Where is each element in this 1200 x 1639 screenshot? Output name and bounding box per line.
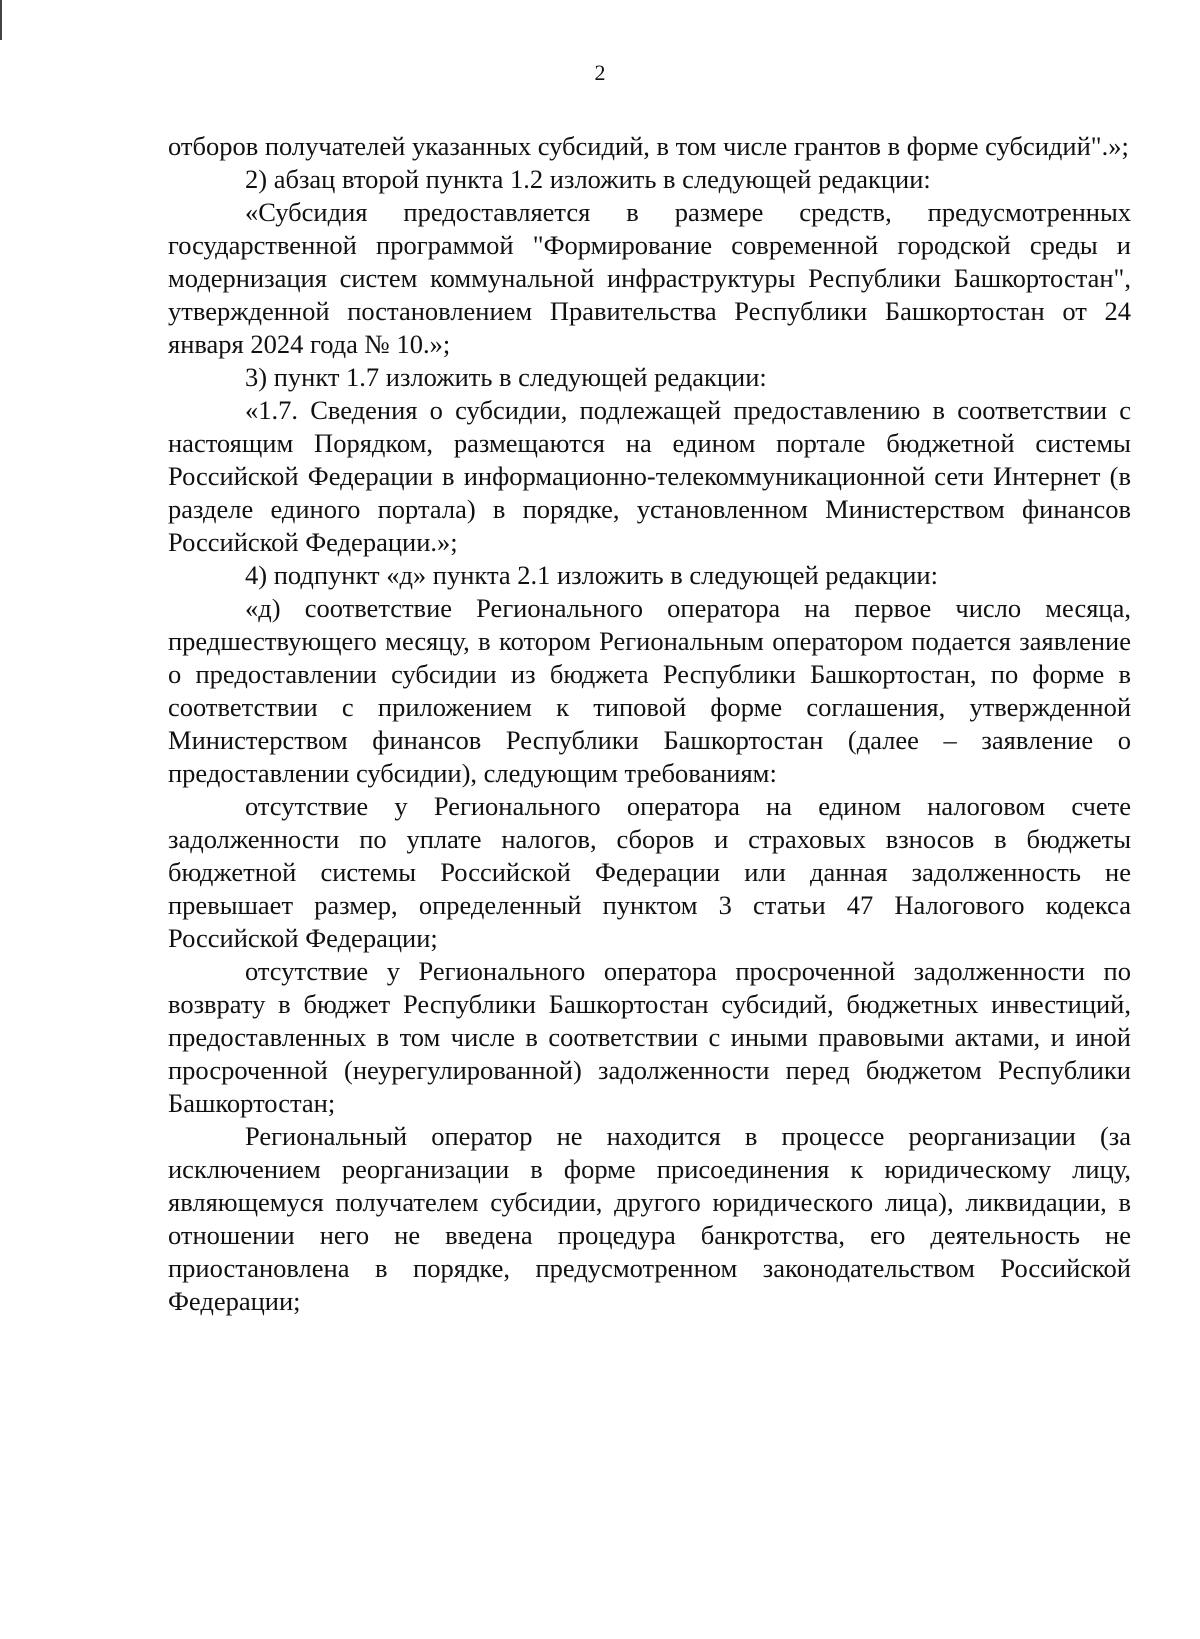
paragraph-5: «1.7. Сведения о субсидии, подлежащей предоставлению в соответствии с настоящим Порядком, размещаются на едином портале бюджетной системы Российской Федерации в информационно-телекоммуникационной сети Интернет (в разделе единого портала) в порядке, установленном Министерством финансов Российской Федерации.»; xyxy=(168,395,1131,557)
paragraph-6: 4) подпункт «д» пункта 2.1 изложить в следующей редакции: xyxy=(245,560,938,590)
paragraph-2: 2) абзац второй пункта 1.2 изложить в следующей редакции: xyxy=(245,164,931,194)
page-number: 2 xyxy=(594,60,606,85)
paragraph-8: отсутствие у Регионального оператора на едином налоговом счете задолженности по уплате налогов, сборов и страховых взносов в бюджеты бюджетной системы Российской Федерации или данная задолженность не превышает размер, определенный пунктом 3 статьи 47 Налогового кодекса Российской Федерации; xyxy=(168,791,1131,953)
paragraph-3: «Субсидия предоставляется в размере средств, предусмотренных государственной программой "Формирование современной городской среды и модернизация систем коммунальной инфраструктуры Республики Башкортостан", утвержденной постановлением Правительства Республики Башкортостан от 24 января 2024 года № 10.»; xyxy=(168,197,1131,359)
paragraph-4: 3) пункт 1.7 изложить в следующей редакции: xyxy=(245,362,767,392)
document-body xyxy=(168,130,1131,1318)
scan-edge-mark xyxy=(0,0,2,40)
paragraph-7: «д) соответствие Регионального оператора на первое число месяца, предшествующего месяцу, в котором Региональным оператором подается заявление о предоставлении субсидии из бюджета Республики Башкортостан, по форме в соответствии с приложением к типовой форме соглашения, утвержденной Министерством финансов Республики Башкортостан (далее – заявление о предоставлении субсидии), следующим требованиям: xyxy=(168,593,1131,788)
paragraph-9: отсутствие у Регионального оператора просроченной задолженности по возврату в бюджет Республики Башкортостан субсидий, бюджетных инвестиций, предоставленных в том числе в соответствии с иными правовыми актами, и иной просроченной (неурегулированной) задолженности перед бюджетом Республики Башкортостан; xyxy=(168,956,1131,1118)
paragraph-1: отборов получателей указанных субсидий, в том числе грантов в форме субсидий".»; xyxy=(168,131,1129,161)
paragraph-10: Региональный оператор не находится в процессе реорганизации (за исключением реорганизации в форме присоединения к юридическому лицу, являющемуся получателем субсидии, другого юридического лица), ликвидации, в отношении него не введена процедура банкротства, его деятельность не приостановлена в порядке, предусмотренном законодательством Российской Федерации; xyxy=(168,1121,1131,1316)
